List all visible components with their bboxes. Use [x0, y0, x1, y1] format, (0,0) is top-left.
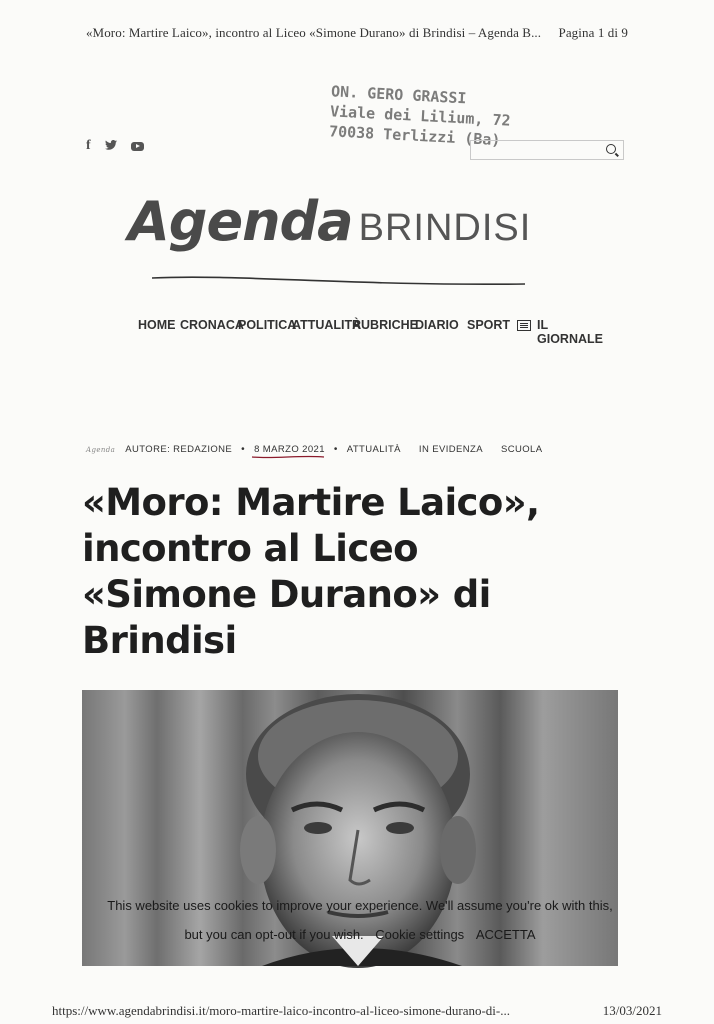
print-footer-url: https://www.agendabrindisi.it/moro-martire-laico-incontro-al-liceo-simone-durano-di-...: [52, 1003, 510, 1018]
main-navigation: [138, 318, 619, 346]
facebook-icon[interactable]: f: [86, 138, 91, 153]
nav-item-politica[interactable]: POLITICA: [238, 318, 297, 332]
site-logo[interactable]: [128, 190, 531, 253]
author-avatar: Agenda: [86, 445, 116, 454]
stamp-line: ON. GERO GRASSI: [330, 82, 467, 108]
cookie-message: This website uses cookies to improve your experience. We'll assume you're ok with this,: [107, 898, 613, 913]
nav-item-home[interactable]: HOME: [138, 318, 176, 332]
article-title: «Moro: Martire Laico», incontro al Liceo «Simone Durano» di Brindisi: [82, 481, 540, 662]
search-icon[interactable]: [606, 144, 616, 154]
cookie-banner: [60, 898, 660, 942]
print-page-number: Pagina 1 di 9: [558, 25, 629, 40]
youtube-icon[interactable]: [131, 142, 144, 151]
article-date: [254, 444, 325, 455]
nav-item-il-giornale-label: IL GIORNALE: [537, 318, 603, 346]
newspaper-icon: [517, 320, 531, 331]
search-input[interactable]: [471, 142, 599, 160]
stamp-line: Viale dei Lilium, 72: [329, 102, 511, 130]
logo-brindisi: BRINDISI: [358, 207, 532, 249]
cookie-actions: [60, 927, 660, 942]
print-header-title: «Moro: Martire Laico», incontro al Liceo «Simone Durano» di Brindisi – Agenda B...: [85, 25, 542, 40]
cookie-settings-button[interactable]: Cookie settings: [375, 927, 465, 942]
stamp-line: 70038 Terlizzi (Ba): [328, 122, 501, 150]
category-link[interactable]: SCUOLA: [500, 444, 543, 455]
print-footer-date: 13/03/2021: [602, 1003, 662, 1018]
meta-separator: •: [333, 444, 338, 455]
nav-item-attualita[interactable]: ATTUALITÀ: [292, 318, 362, 332]
meta-separator: •: [241, 444, 246, 455]
social-links: [86, 138, 144, 154]
nav-item-rubriche[interactable]: RUBRICHE: [352, 318, 418, 332]
nav-item-il-giornale[interactable]: [517, 318, 603, 346]
article-author[interactable]: AUTORE: REDAZIONE: [125, 444, 233, 455]
logo-agenda: Agenda: [128, 190, 353, 253]
article-meta: [86, 444, 542, 455]
handwritten-underline: [150, 272, 530, 292]
date-underline: [250, 454, 326, 460]
print-header: [0, 25, 714, 41]
accept-cookies-button[interactable]: ACCETTA: [475, 927, 536, 942]
nav-item-diario[interactable]: DIARIO: [415, 318, 459, 332]
search-box[interactable]: [470, 140, 624, 160]
article-date-text: 8 MARZO 2021: [254, 444, 325, 455]
print-footer: [52, 1003, 662, 1019]
twitter-icon[interactable]: [105, 139, 117, 153]
category-link[interactable]: IN EVIDENZA: [418, 444, 483, 455]
cookie-optout-text: but you can opt-out if you wish.: [184, 927, 364, 942]
nav-item-sport[interactable]: SPORT: [467, 318, 511, 332]
category-link[interactable]: ATTUALITÀ: [346, 444, 401, 455]
nav-item-cronaca[interactable]: CRONACA: [180, 318, 244, 332]
